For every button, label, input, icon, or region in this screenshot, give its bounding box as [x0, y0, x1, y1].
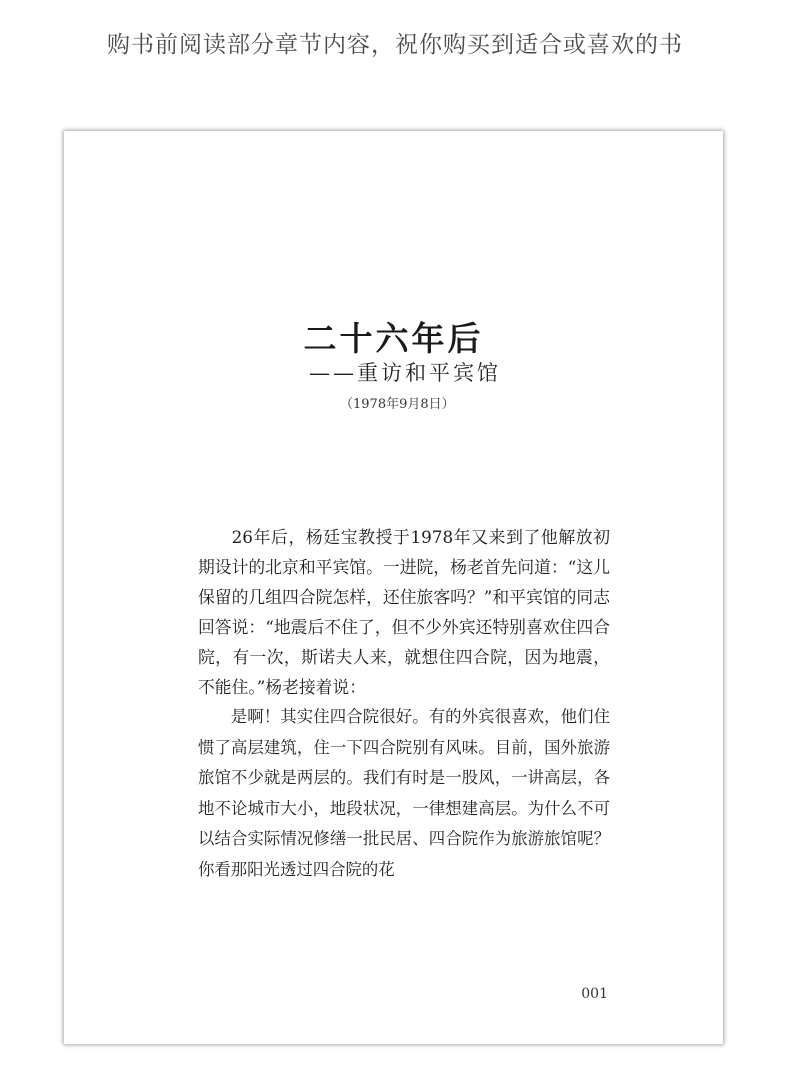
page-body [198, 522, 610, 885]
quoted-paragraph: 是啊！其实住四合院很好。有的外宾很喜欢，他们住惯了高层建筑，住一下四合院别有风味。目前，国外旅游旅馆不少就是两层的。我们有时是一股风，一讲高层，各地不论城市大小，地段状况，一律想建高层。为什么不可以结合实际情况修缮一批民居、四合院作为旅游旅馆呢？你看那阳光透过四合院的花 [198, 707, 610, 879]
chapter-date: （1978年9月8日） [340, 397, 455, 412]
promo-banner: 购书前阅读部分章节内容，祝你购买到适合或喜欢的书 [107, 32, 683, 58]
chapter-subtitle: ——重访和平宾馆 [309, 361, 501, 385]
page-number: 001 [581, 986, 608, 1002]
chapter-title: 二十六年后 [303, 319, 484, 358]
body-paragraph: 26年后，杨廷宝教授于1978年又来到了他解放初期设计的北京和平宾馆。一进院，杨老首先问道：“这儿保留的几组四合院怎样，还住旅客吗？”和平宾馆的同志回答说：“地震后不住了，但不少外宾还特别喜欢住四合院，有一次，斯诺夫人来，就想住四合院，因为地震，不能住。”杨老接着说： [198, 527, 610, 697]
book-page [64, 131, 723, 1044]
